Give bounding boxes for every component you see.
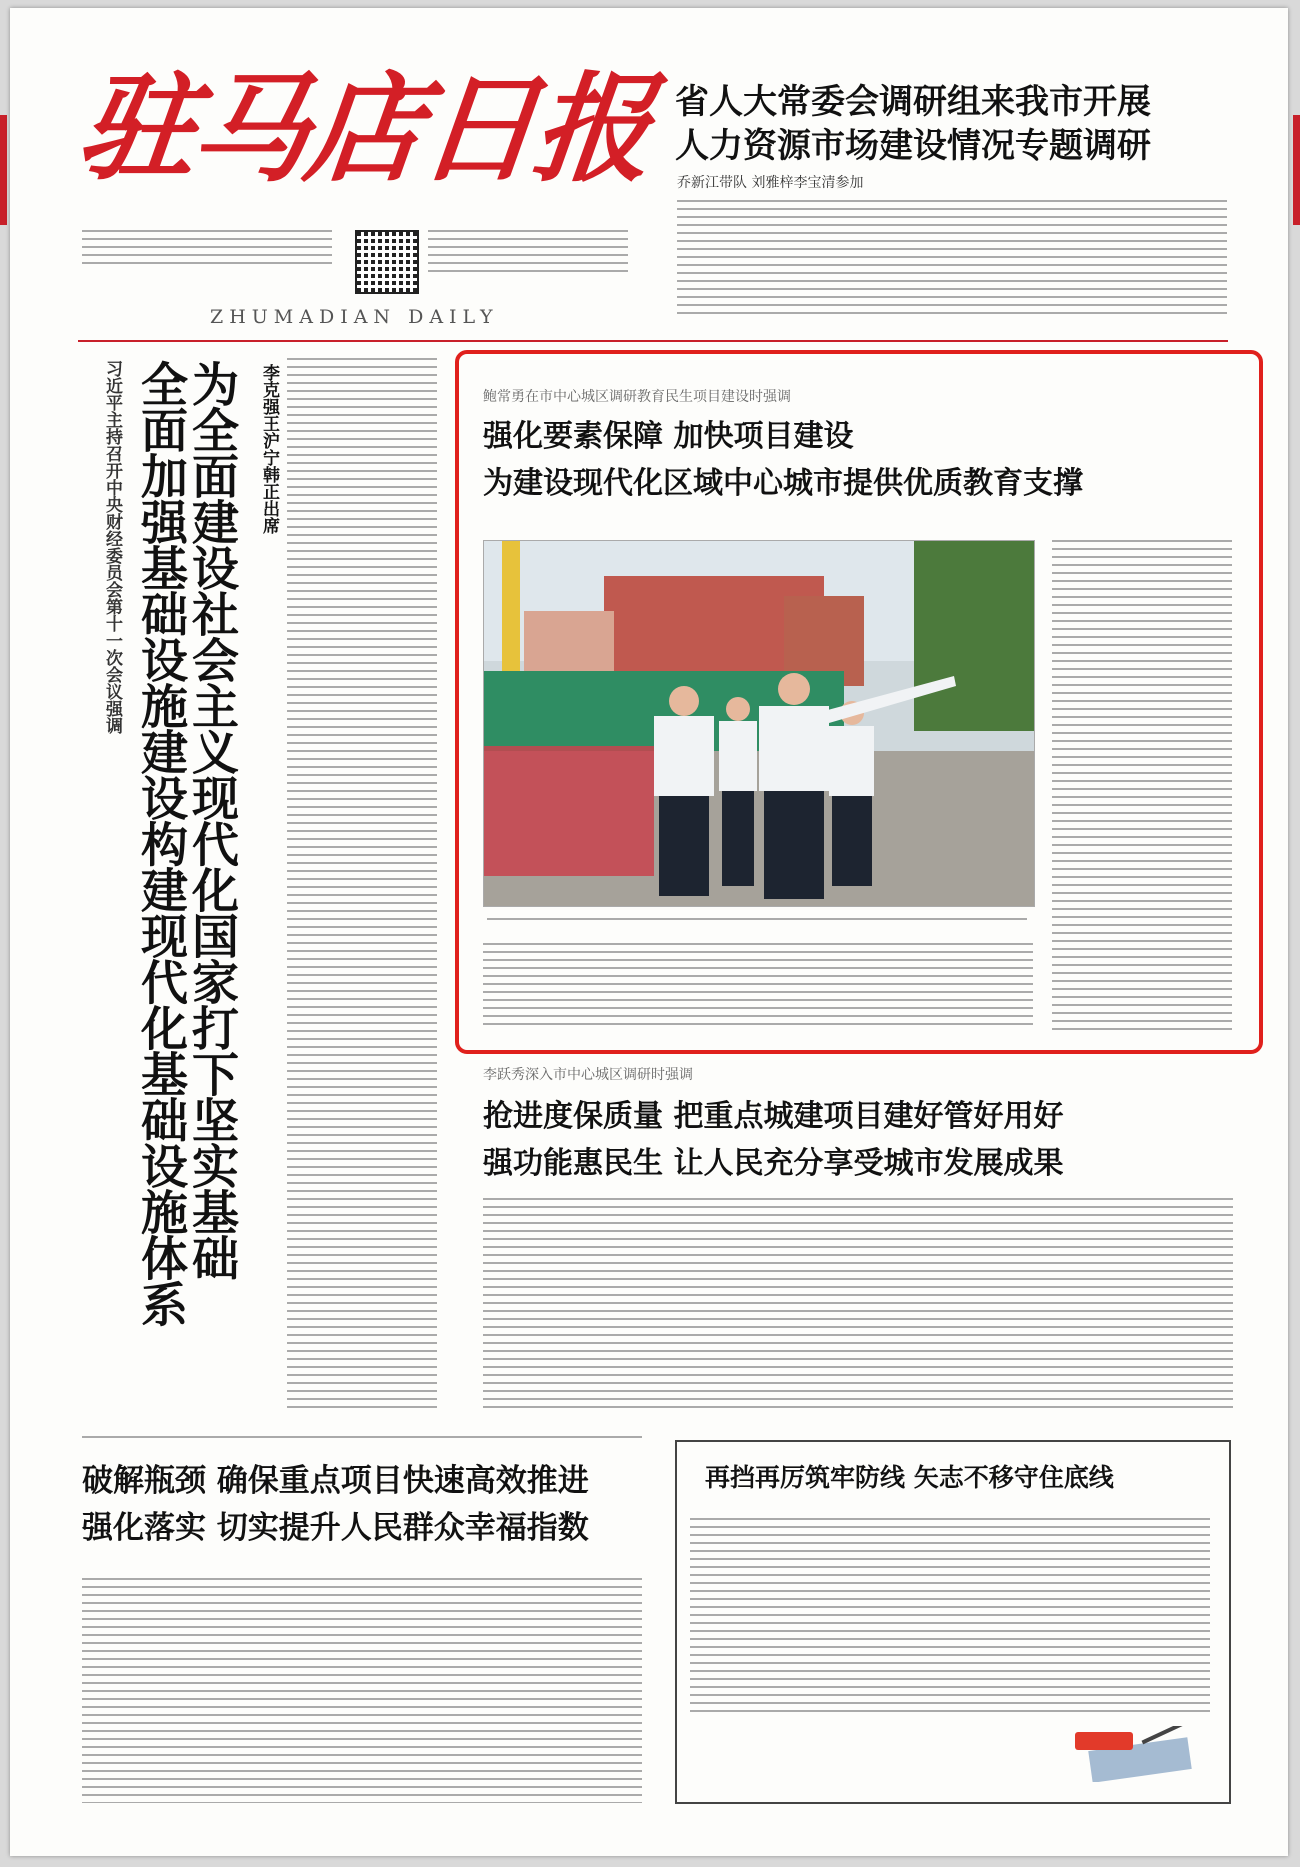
- lead-story-body: [287, 358, 437, 1408]
- bottom-left-body: [82, 1578, 642, 1803]
- bottom-left-headline-line2: 强化落实 切实提升人民群众幸福指数: [82, 1510, 589, 1546]
- newspaper-page: [10, 8, 1288, 1856]
- featured-headline: [483, 413, 1083, 507]
- top-story-headline-line1: 省人大常委会调研组来我市开展: [675, 83, 1151, 121]
- inspection-photo-image: [484, 541, 1034, 906]
- lead-sub: 李克强王沪宁韩正出席: [259, 364, 279, 534]
- photo-caption: [487, 918, 1027, 926]
- commentary-headline: 再挡再厉筑牢防线 矢志不移守住底线: [705, 1463, 1114, 1492]
- masthead-info-right: [428, 230, 628, 280]
- featured-headline-line1: 强化要素保障 加快项目建设: [483, 419, 854, 454]
- left-red-edge: [0, 115, 7, 225]
- featured-kicker: 鲍常勇在市中心城区调研教育民生项目建设时强调: [483, 389, 791, 405]
- featured-body-right: [1052, 540, 1232, 1030]
- lead-headline-col1: 为全面建设社会主义现代化国家打下坚实基础: [184, 360, 239, 1280]
- featured-body-bottom: [483, 943, 1033, 1028]
- masthead-info-left: [82, 230, 332, 268]
- column-logo-icon: [1070, 1726, 1200, 1782]
- top-story-body: [677, 200, 1227, 318]
- second-headline-line1: 抢进度保质量 把重点城建项目建好管好用好: [483, 1099, 1064, 1134]
- qr-code-icon: [355, 230, 419, 294]
- top-story-byline: 乔新江带队 刘雅梓李宝清参加: [677, 175, 864, 191]
- second-kicker: 李跃秀深入市中心城区调研时强调: [483, 1067, 693, 1083]
- top-story-headline: [675, 80, 1151, 168]
- masthead-english: ZHUMADIAN DAILY: [210, 306, 499, 328]
- bottom-left-headline-line1: 破解瓶颈 确保重点项目快速高效推进: [82, 1463, 589, 1499]
- second-headline: [483, 1093, 1063, 1187]
- lead-deck: 习近平主持召开中央财经委员会第十一次会议强调: [102, 360, 122, 734]
- masthead-title: 驻马店日报: [70, 59, 656, 198]
- right-red-edge: [1293, 115, 1300, 225]
- bottom-left-kicker: [82, 1436, 642, 1446]
- top-story-headline-line2: 人力资源市场建设情况专题调研: [675, 127, 1151, 165]
- lead-headline-col2: 全面加强基础设施建设构建现代化基础设施体系: [133, 360, 188, 1326]
- second-headline-line2: 强功能惠民生 让人民充分享受城市发展成果: [483, 1146, 1064, 1181]
- masthead-rule: [78, 340, 1228, 342]
- featured-headline-line2: 为建设现代化区域中心城市提供优质教育支撑: [483, 466, 1083, 501]
- commentary-body: [690, 1518, 1210, 1718]
- second-story-body: [483, 1198, 1233, 1413]
- bottom-left-headline: [82, 1458, 589, 1552]
- featured-photo: [483, 540, 1035, 907]
